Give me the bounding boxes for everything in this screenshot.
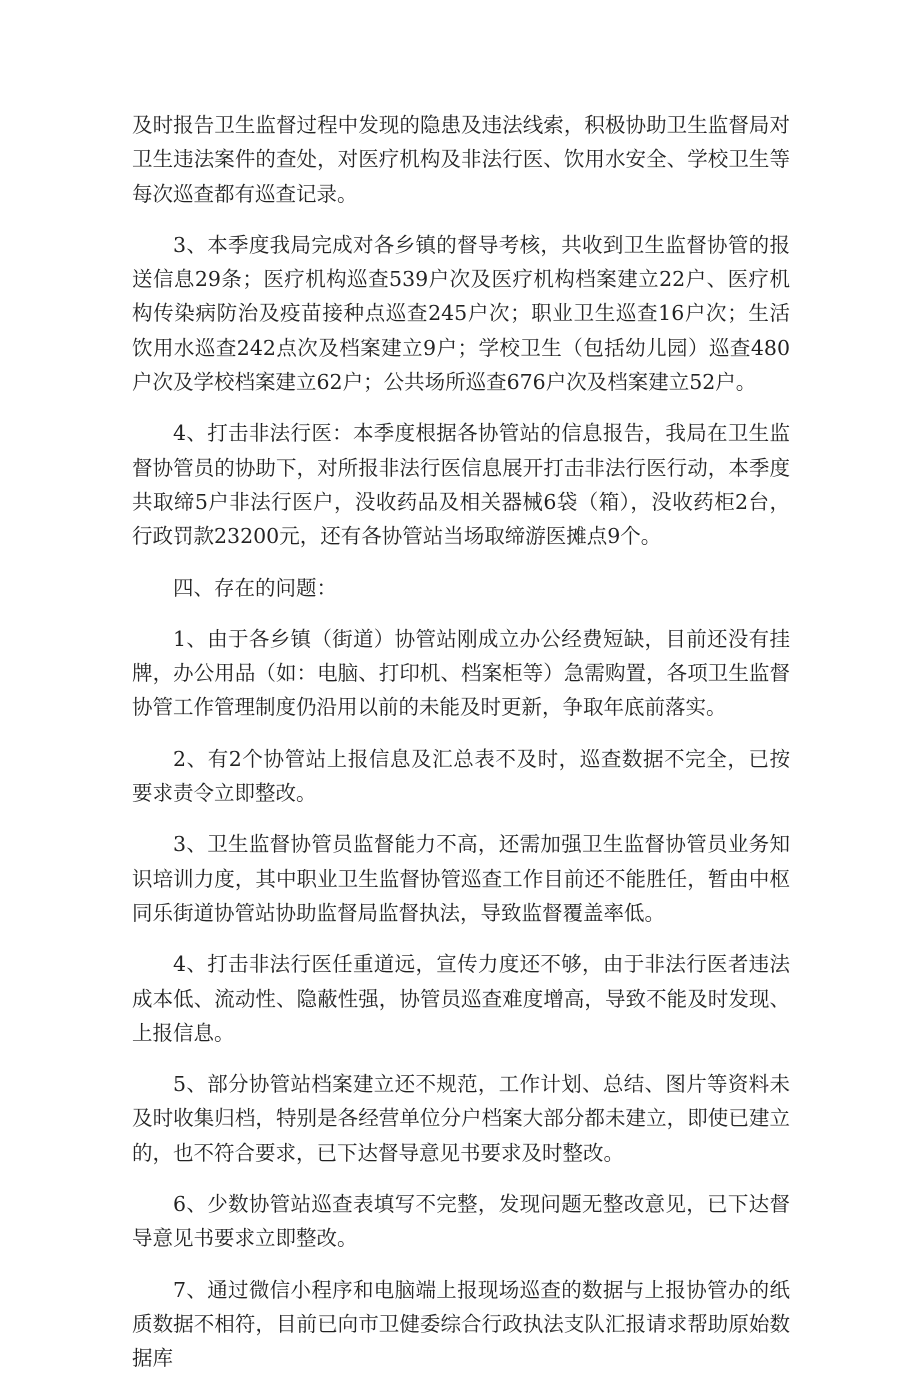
paragraph-problem-2: 2、有2个协管站上报信息及汇总表不及时，巡查数据不完全，已按要求责令立即整改。 bbox=[132, 746, 790, 806]
paragraph-supervision-assessment: 3、本季度我局完成对各乡镇的督导考核，共收到卫生监督协管的报送信息29条；医疗机构巡查539户次及医疗机构档案建立22户、医疗机构传染病防治及疫苗接种点巡查245户次；职业卫生巡查16户次；生活饮用水巡查242点次及档案建立9户；学校卫生（包括幼儿园）巡查480户次及学校档案建立62户；公共场所巡查676户次及档案建立52户。 bbox=[132, 232, 790, 395]
paragraph-problem-1: 1、由于各乡镇（街道）协管站刚成立办公经费短缺，目前还没有挂牌，办公用品（如：电脑、打印机、档案柜等）急需购置，各项卫生监督协管工作管理制度仍沿用以前的未能及时更新，争取年底前落实。 bbox=[132, 626, 790, 720]
paragraph-problem-7: 7、通过微信小程序和电脑端上报现场巡查的数据与上报协管办的纸质数据不相符，目前已向市卫健委综合行政执法支队汇报请求帮助原始数据库 bbox=[132, 1277, 790, 1371]
paragraph-problem-5: 5、部分协管站档案建立还不规范，工作计划、总结、图片等资料未及时收集归档，特别是各经营单位分户档案大部分都未建立，即使已建立的，也不符合要求，已下达督导意见书要求及时整改。 bbox=[132, 1072, 790, 1165]
paragraph-illegal-practice-crackdown: 4、打击非法行医：本季度根据各协管站的信息报告，我局在卫生监督协管员的协助下，对所报非法行医信息展开打击非法行医行动，本季度共取缔5户非法行医户，没收药品及相关器械6袋（箱），没收药柜2台，行政罚款23200元，还有各协管站当场取缔游医摊点9个。 bbox=[132, 421, 790, 549]
paragraph-problem-3: 3、卫生监督协管员监督能力不高，还需加强卫生监督协管员业务知识培训力度，其中职业卫生监督协管巡查工作目前还不能胜任，暂由中枢同乐街道协管站协助监督局监督执法，导致监督覆盖率低。 bbox=[132, 832, 790, 925]
section-heading-problems: 四、存在的问题： bbox=[173, 575, 337, 600]
paragraph-problem-6: 6、少数协管站巡查表填写不完整，发现问题无整改意见，已下达督导意见书要求立即整改。 bbox=[132, 1192, 790, 1251]
paragraph-problem-4: 4、打击非法行医任重道远，宣传力度还不够，由于非法行医者违法成本低、流动性、隐蔽性强，协管员巡查难度增高，导致不能及时发现、上报信息。 bbox=[132, 952, 790, 1045]
paragraph-continuation: 及时报告卫生监督过程中发现的隐患及违法线索，积极协助卫生监督局对卫生违法案件的查处，对医疗机构及非法行医、饮用水安全、学校卫生等每次巡查都有巡查记录。 bbox=[132, 113, 790, 206]
